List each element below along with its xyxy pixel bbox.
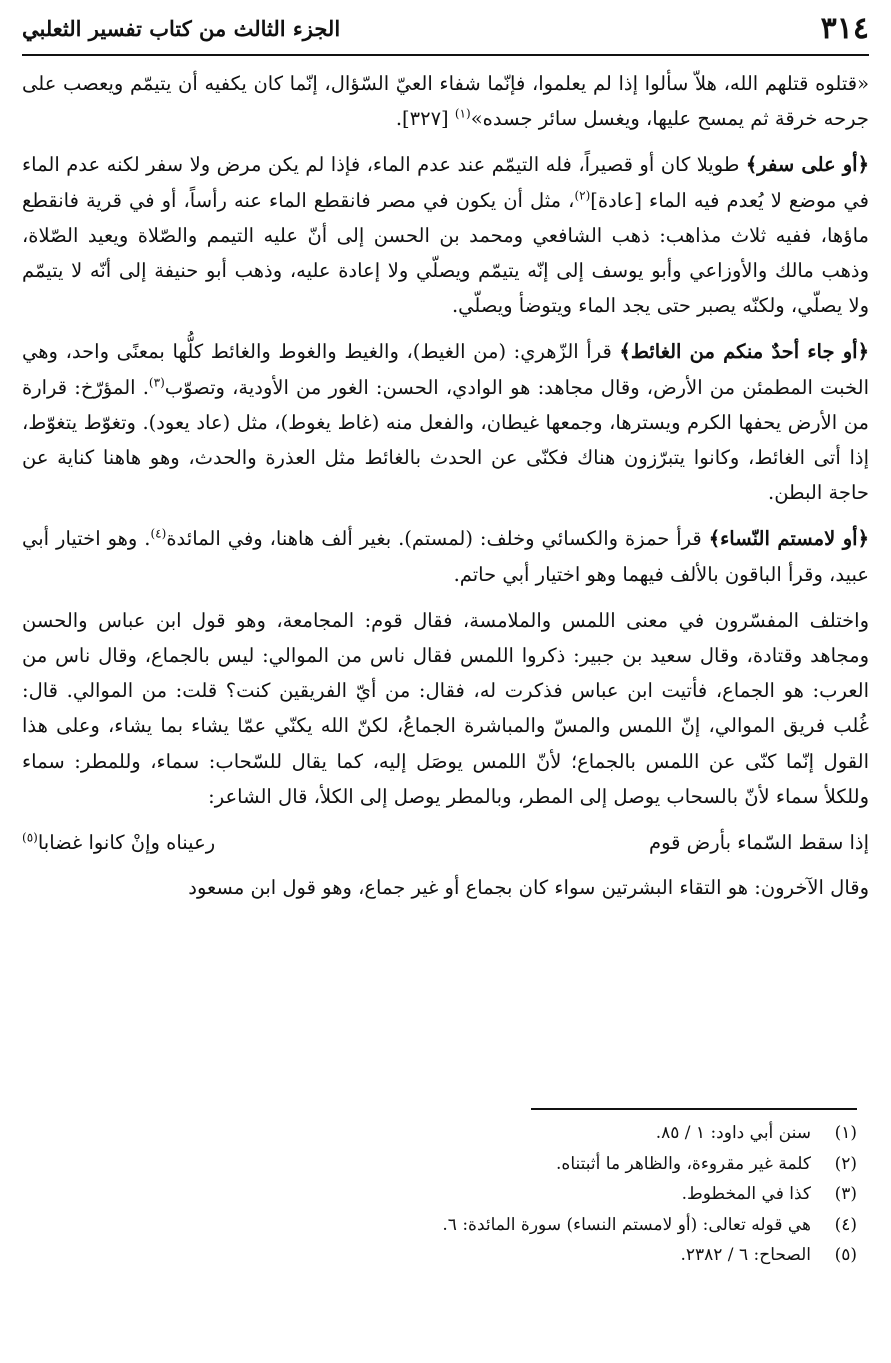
text-run: [٣٢٧]. <box>395 107 455 131</box>
footnote-number: (٤) <box>834 1214 857 1235</box>
text-run: وقال الآخرون: هو التقاء البشرتين سواء كان بجماع أو غير جماع، وهو قول ابن مسعود <box>188 876 869 900</box>
quran-phrase: ﴿أو على سفر﴾ <box>745 153 869 177</box>
footnote-text: سنن أبي داود: ١ / ٨٥. <box>655 1123 811 1143</box>
footnote <box>40 1149 857 1180</box>
paragraph-5 <box>22 603 869 814</box>
poetry-verse <box>22 825 869 860</box>
paragraph-1 <box>22 66 869 136</box>
text-run: قرأ الزّهري: (من الغيط)، والغيط والغوط والغائط كلُّها بمعنًى واحد، وهي الخبت المطمئن من الأرض، وقال مجاهد: هو الوادي، الحسن: الغور من الأودية، وتصوّب <box>22 340 869 399</box>
header-rule <box>22 54 869 56</box>
text-run: ، مثل أن يكون في مصر فانقطع الماء عنه رأساً، أو في قرية فانقطع ماؤها، ففيه ثلاث مذاهب: ذهب الشافعي ومحمد بن الحسن إلى أنّ عليه التيمم والصّلاة ويعيد الصّلاة، وذهب مالك والأوزاعي وأبو يوسف إلى إنّه يتيمّم ويصلّي ولا إعادة عليه، وذهب أبو حنيفة إلى أنّه لا يتيمّم ولا يصلّي، ولكنّه يصبر حتى يجد الماء ويتوضأ ويصلّي. <box>22 188 869 318</box>
footnote-text: كذا في المخطوط. <box>681 1184 811 1204</box>
footnote-number: (١) <box>834 1123 857 1143</box>
footnote-ref: (٢) <box>574 188 591 203</box>
footnotes <box>40 1118 857 1271</box>
footnote-text: هي قوله تعالى: (أو لامستم النساء) سورة المائدة: ٦. <box>442 1214 811 1235</box>
page-header <box>22 10 869 50</box>
text-run: . وهو اختيار أبي عبيد، وقرأ الباقون بالألف فيهما وهو اختيار أبي حاتم. <box>22 527 869 586</box>
footnote-text: الصحاح: ٦ / ٢٣٨٢. <box>680 1245 811 1265</box>
text-run: «قتلوه قتلهم الله، هلاّ سألوا إذا لم يعلموا، فإنّما شفاء العيّ السّؤال، إنّما كان يكفيه أن يتيمّم ويعصب على جرحه خرقة ثم يمسح عليها، ويغسل سائر جسده» <box>22 72 869 131</box>
verse-first-hemistich: إذا سقط السّماء بأرض قوم <box>649 831 869 855</box>
text-run: قرأ حمزة والكسائي وخلف: (لمستم). بغير ألف هاهنا، وفي المائدة <box>166 527 709 551</box>
verse-second-hemistich <box>22 825 215 860</box>
footnote-text: كلمة غير مقروءة، والظاهر ما أثبتناه. <box>556 1153 811 1174</box>
text-run: رعيناه وإنْ كانوا غضابا <box>37 831 216 855</box>
footnote-number: (٥) <box>834 1245 857 1265</box>
footnote-ref: (٤) <box>150 526 167 541</box>
paragraph-3 <box>22 334 869 510</box>
footnote-ref: (٥) <box>22 830 38 845</box>
footnote-number: (٣) <box>834 1184 857 1204</box>
text-run: طويلا كان أو قصيراً، فله التيمّم عند عدم الماء، فإذا لم يكن مرض ولا سفر لكنه عدم الماء في موضع لا يُعدم فيه الماء [عادة] <box>22 153 869 212</box>
text-run: . المؤرّخ: قرارة من الأرض يحفها الكرم ويسترها، وجمعها غيطان، والفعل منه (غاط يغوط)، مثل (عاد يعود). وتغوّط يتغوّط، إذا أتى الغائط، وكانوا يتبرّزون هناك فكنّى عن الحدث بالغائط مثل العذرة والحدث، وهو هاهنا كناية عن حاجة البطن. <box>22 375 869 505</box>
footnote <box>40 1118 857 1149</box>
footnote-number: (٢) <box>834 1153 857 1174</box>
running-title: الجزء الثالث من كتاب تفسير الثعلبي <box>22 16 341 41</box>
footnote <box>40 1179 857 1210</box>
footnote-rule <box>531 1108 857 1110</box>
quran-phrase: ﴿أو لامستم النّساء﴾ <box>708 527 870 551</box>
footnote-ref: (٣) <box>148 375 165 390</box>
paragraph-4 <box>22 521 869 591</box>
footnote-ref: (١) <box>454 106 471 121</box>
paragraph-6 <box>22 870 869 905</box>
page-number: ٣١٤ <box>820 11 869 46</box>
main-text <box>22 66 869 916</box>
text-run: واختلف المفسّرون في معنى اللمس والملامسة، فقال قوم: المجامعة، وهو قول ابن عباس والحسن ومجاهد وقتادة، وقال سعيد بن جبير: ذكروا اللمس فقال ناس من الموالي: ليس بالجماع، وقال ناس من العرب: هو الجماع، فأتيت ابن عباس فذكرت له، فقال: من أيّ الفريقين كنت؟ قلت: من الموالي. قال: غُلب فريق الموالي، إنّ اللمس والمسّ والمباشرة الجماعُ، لكنّ الله يكنّي عمّا يشاء بما يشاء، وعلى هذا القول إنّما كنّى عن اللمس بالجماع؛ لأنّ اللمس يوصَل إليه، كما يقال للسّحاب: سماء، وللمطر: سماء وللكلأ سماء لأنّ بالسحاب يوصل إلى المطر، وبالمطر يوصل إلى الكلأ، قال الشاعر: <box>22 608 869 808</box>
footnote <box>40 1240 857 1271</box>
quran-phrase: ﴿أو جاء أحدٌ منكم من الغائط﴾ <box>619 340 869 364</box>
paragraph-2 <box>22 147 869 323</box>
footnote <box>40 1210 857 1241</box>
